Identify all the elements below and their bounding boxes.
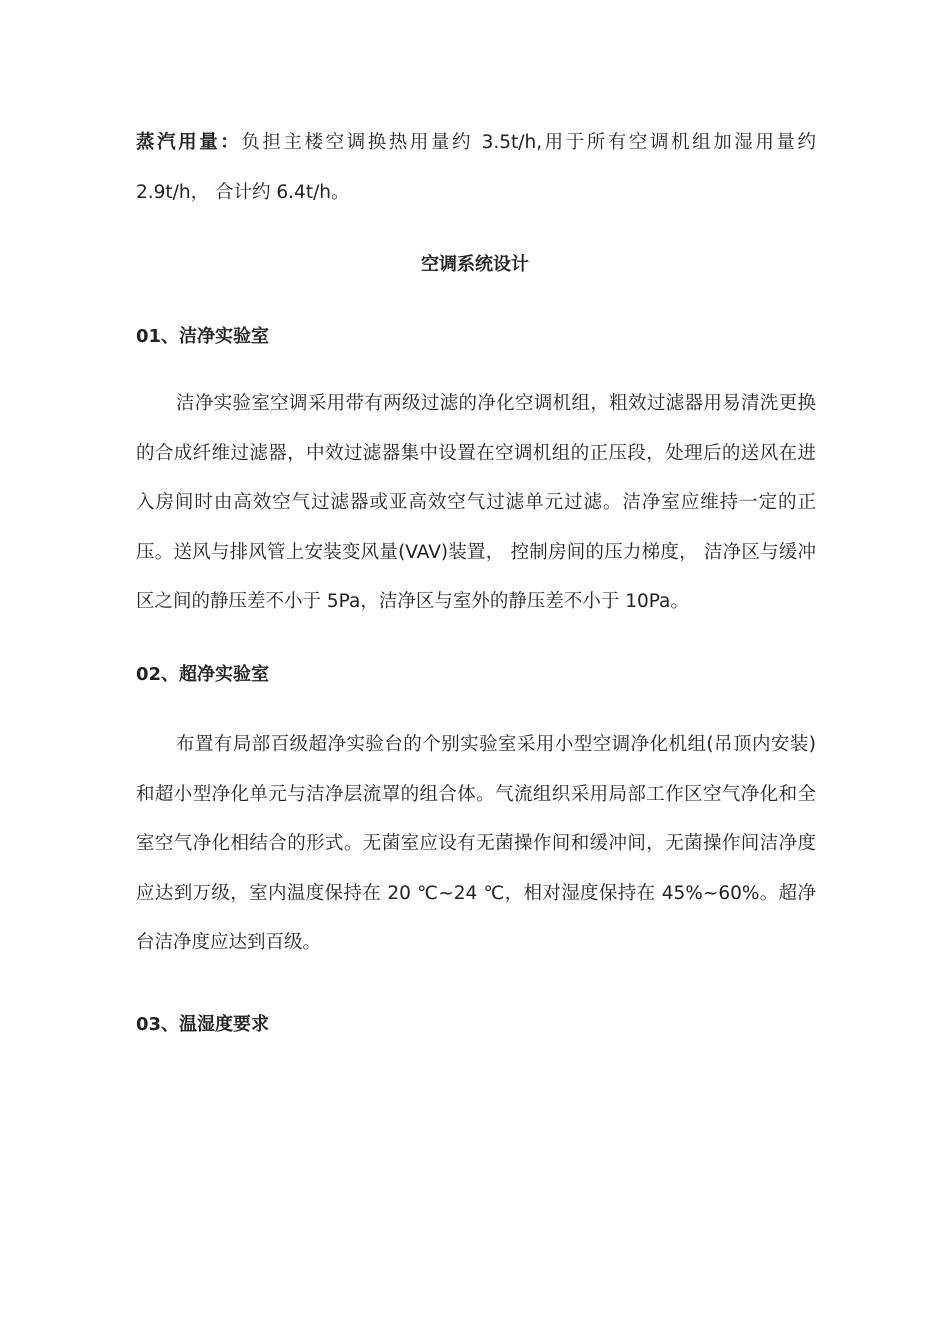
steam-usage-paragraph <box>136 118 816 217</box>
heading-ultra-clean-lab: 02、超净实验室 <box>136 664 270 685</box>
heading-temperature-humidity: 03、温湿度要求 <box>136 1014 270 1035</box>
steam-usage-label: 蒸汽用量： <box>136 132 242 153</box>
paragraph-ultra-clean-lab: 布置有局部百级超净实验台的个别实验室采用小型空调净化机组(吊顶内安装)和超小型净化单元与洁净层流罩的组合体。气流组织采用局部工作区空气净化和全室空气净化相结合的形式。无菌室应设有无菌操作间和缓冲间，无菌操作间洁净度应达到万级，室内温度保持在 20 ℃~24 ℃，相对湿度保持在 45%~60%。超净台洁净度应达到百级。 <box>136 734 816 953</box>
paragraph-clean-lab: 洁净实验室空调采用带有两级过滤的净化空调机组，粗效过滤器用易清洗更换的合成纤维过滤器，中效过滤器集中设置在空调机组的正压段，处理后的送风在进入房间时由高效空气过滤器或亚高效空气过滤单元过滤。洁净室应维持一定的正压。送风与排风管上安装变风量(VAV)装置， 控制房间的压力梯度， 洁净区与缓冲区之间的静压差不小于 5Pa，洁净区与室外的静压差不小于 10Pa。 <box>136 393 816 612</box>
steam-usage-text: 负担主楼空调换热用量约 3.5t/h,用于所有空调机组加湿用量约 2.9t/h， 合计约 6.4t/h。 <box>136 132 816 203</box>
section-title: 空调系统设计 <box>421 254 529 275</box>
heading-clean-lab: 01、洁净实验室 <box>136 326 270 347</box>
